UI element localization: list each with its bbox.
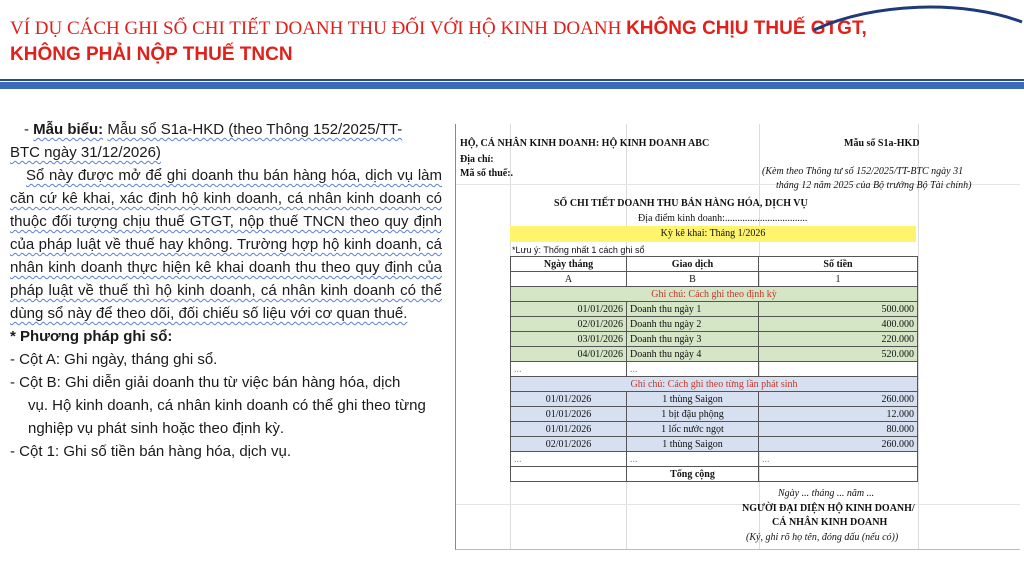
template-info: - Mẫu biểu: Mẫu sổ S1a-HKD (theo Thông 152/2025/TT- BTC ngày 31/12/2026) (10, 121, 403, 161)
table-row (511, 332, 918, 347)
row-desc: 1 lốc nước ngọt (627, 422, 759, 437)
row-date: 04/01/2026 (511, 347, 627, 362)
sign-note: (Ký, ghi rõ họ tên, đóng dấu (nếu có)) (746, 532, 899, 543)
tax-code-label: Mã số thuế:. (460, 168, 514, 179)
explanation-panel (10, 118, 442, 463)
row-desc: Doanh thu ngày 3 (627, 332, 759, 347)
template-text-2: BTC ngày 31/12/2026) (10, 144, 161, 161)
col-b-note (10, 371, 442, 440)
book-title: SỔ CHI TIẾT DOANH THU BÁN HÀNG HÓA, DỊCH VỤ (554, 198, 808, 209)
table-row (511, 302, 918, 317)
total-row (511, 467, 918, 482)
ellipsis-cell: ... (511, 452, 627, 467)
template-label: Mẫu biểu: (33, 121, 104, 138)
ellipsis-row (511, 452, 918, 467)
note-each: Ghi chú: Cách ghi theo từng lần phát sinh (511, 377, 918, 392)
row-date: 01/01/2026 (511, 407, 627, 422)
sheet-gridline (456, 504, 1020, 505)
row-desc: Doanh thu ngày 1 (627, 302, 759, 317)
row-amount: 220.000 (759, 332, 918, 347)
table-row (511, 347, 918, 362)
table-row (511, 437, 918, 452)
method-heading: * Phương pháp ghi sổ: (10, 328, 173, 345)
table-subheader-row (511, 272, 918, 287)
row-date: 02/01/2026 (511, 317, 627, 332)
col-b-cont: vụ. Hộ kinh doanh, cá nhân kinh doanh có thể ghi theo từng nghiệp vụ phát sinh hoặc theo định kỳ. (28, 397, 426, 437)
header-date: Ngày tháng (511, 257, 627, 272)
note-periodic-row (511, 287, 918, 302)
ellipsis-cell (759, 362, 918, 377)
signer-line-2: CÁ NHÂN KINH DOANH (772, 517, 888, 528)
date-line: Ngày ... tháng ... năm ... (778, 488, 875, 499)
header-amount: Số tiền (759, 257, 918, 272)
note-each-row (511, 377, 918, 392)
row-date: 01/01/2026 (511, 422, 627, 437)
period-bar: Kỳ kê khai: Tháng 1/2026 (510, 226, 916, 242)
ellipsis-row (511, 362, 918, 377)
ellipsis-cell: ... (627, 452, 759, 467)
row-desc: 1 thùng Saigon (627, 437, 759, 452)
title-line2-bold: KHÔNG PHẢI NỘP THUẾ TNCN (10, 44, 293, 65)
row-desc: Doanh thu ngày 4 (627, 347, 759, 362)
signer-line-1: NGƯỜI ĐẠI DIỆN HỘ KINH DOANH/ (742, 503, 915, 514)
table-row (511, 317, 918, 332)
total-empty (511, 467, 627, 482)
template-text-1: Mẫu sổ S1a-HKD (theo Thông 152/2025/TT- (107, 121, 403, 138)
table-header-row (511, 257, 918, 272)
note-periodic: Ghi chú: Cách ghi theo định kỳ (511, 287, 918, 302)
form-code: Mẫu số S1a-HKD (844, 138, 920, 149)
header-rule-thick (0, 82, 1024, 89)
row-amount: 80.000 (759, 422, 918, 437)
description-paragraph: Sổ này được mở để ghi doanh thu bán hàng hóa, dịch vụ làm căn cứ kê khai, xác định hộ kinh doanh, cá nhân kinh doanh có thuộc đối tượng chịu thuế GTGT, nộp thuế TNCN theo quy định của pháp luật về thuế hay không. Trường hợp hộ kinh doanh, cá nhân kinh doanh thực hiện kê khai doanh thu theo quy định của pháp luật về thuế thì hộ kinh doanh, cá nhân kinh doanh có thể dùng sổ này để theo dõi, đối chiếu số liệu với cơ quan thuế. (10, 167, 442, 322)
title-line1-bold: KHÔNG CHỊU THUẾ GTGT, (626, 18, 867, 39)
row-date: 01/01/2026 (511, 392, 627, 407)
decorative-swoosh (794, 0, 1024, 40)
row-amount: 12.000 (759, 407, 918, 422)
business-location: Địa điểm kinh doanh:................................. (638, 213, 808, 224)
ellipsis-cell: ... (511, 362, 627, 377)
row-amount: 260.000 (759, 392, 918, 407)
subheader-1: 1 (759, 272, 918, 287)
ellipsis-cell: ... (759, 452, 918, 467)
row-amount: 500.000 (759, 302, 918, 317)
ledger-form-image (455, 124, 1020, 550)
row-amount: 520.000 (759, 347, 918, 362)
title-line1-prefix: VÍ DỤ CÁCH GHI SỔ CHI TIẾT DOANH THU ĐỐI VỚI HỘ KINH DOANH (10, 18, 627, 39)
header-transaction: Giao dịch (627, 257, 759, 272)
hint-note: *Lưu ý: Thống nhất 1 cách ghi sổ (512, 245, 645, 255)
row-date: 03/01/2026 (511, 332, 627, 347)
business-name: HỘ, CÁ NHÂN KINH DOANH: HỘ KINH DOANH ABC (460, 138, 710, 149)
table-row (511, 392, 918, 407)
row-desc: 1 thùng Saigon (627, 392, 759, 407)
col-1-note: - Cột 1: Ghi số tiền bán hàng hóa, dịch vụ. (10, 443, 292, 460)
row-amount: 400.000 (759, 317, 918, 332)
header-rule-thin (0, 79, 1024, 81)
total-value (759, 467, 918, 482)
total-label: Tổng cộng (627, 467, 759, 482)
col-a-note: - Cột A: Ghi ngày, tháng ghi sổ. (10, 351, 218, 368)
subheader-b: B (627, 272, 759, 287)
row-desc: 1 bịt đậu phộng (627, 407, 759, 422)
form-note-2: tháng 12 năm 2025 của Bộ trưởng Bộ Tài chính) (776, 180, 972, 191)
ellipsis-cell: ... (627, 362, 759, 377)
row-desc: Doanh thu ngày 2 (627, 317, 759, 332)
table-row (511, 422, 918, 437)
revenue-table (510, 256, 918, 482)
table-row (511, 407, 918, 422)
subheader-a: A (511, 272, 627, 287)
row-date: 02/01/2026 (511, 437, 627, 452)
address-label: Địa chỉ: (460, 154, 494, 165)
row-date: 01/01/2026 (511, 302, 627, 317)
col-b-line1: - Cột B: Ghi diễn giải doanh thu từ việc bán hàng hóa, dịch (10, 374, 401, 391)
row-amount: 260.000 (759, 437, 918, 452)
form-note-1: (Kèm theo Thông tư số 152/2025/TT-BTC ngày 31 (762, 166, 964, 177)
